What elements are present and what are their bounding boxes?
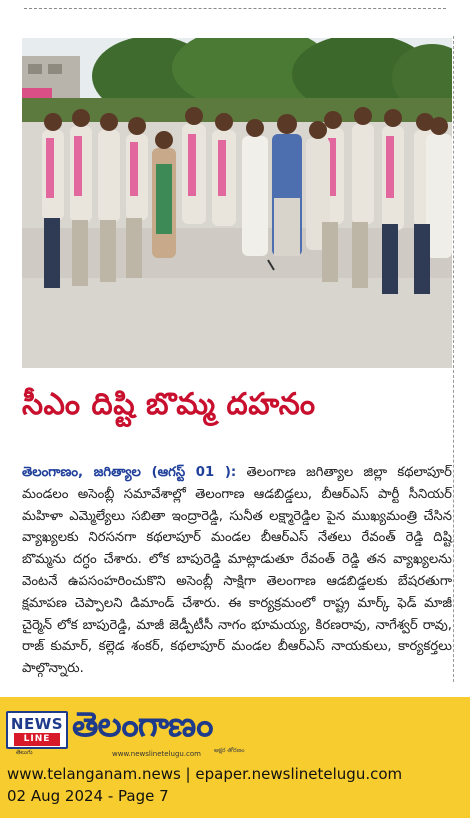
logo-subtitle: తెలుగు	[16, 749, 33, 756]
logo-line-text: LINE	[14, 733, 60, 746]
article-dateline: తెలంగాణం, జగిత్యాల (ఆగస్ట్ 01 ):	[22, 465, 237, 480]
article-headline: సీఎం దిష్టి బొమ్మ దహనం	[22, 387, 316, 422]
group-photo-illustration	[22, 38, 452, 368]
logo-news-text: NEWS	[10, 715, 64, 733]
footer-date-page: 02 Aug 2024 - Page 7	[7, 787, 169, 805]
publication-footer	[0, 697, 470, 818]
news-article	[14, 30, 458, 682]
footer-urls: www.telanganam.news | epaper.newslinetelugu.com	[7, 765, 403, 783]
brand-tagline: అక్షర తోరణం	[214, 747, 245, 754]
brand-name: తెలంగాణం	[72, 705, 213, 745]
article-photo	[22, 38, 452, 368]
top-divider	[24, 8, 446, 9]
brand-website: www.newslinetelugu.com	[112, 750, 201, 758]
article-body	[22, 462, 452, 680]
article-body-text: తెలంగాణ జగిత్యాల జిల్లా కథలాపూర్ మండలం అసెంబ్లీ సమావేశాల్లో తెలంగాణ ఆడబిడ్డలు, బీఆర్ఎస్ పార్టీ సీనియర్ మహిళా ఎమ్మెల్యేలు సబితా ఇంద్రారెడ్డి, సునీత లక్ష్మారెడ్డిల పైన ముఖ్యమంత్రి చేసిన వ్యాఖ్యలకు నిరసనగా కథలాపూర్ మండల బీఆర్ఎస్ నేతలు రేవంత్ రెడ్డి దిష్టి బొమ్మను దగ్ధం చేశారు. లోక బాపురెడ్డి మాట్లాడుతూ రేవంత్ రెడ్డి తన వ్యాఖ్యలను వెంటనే ఉపసంహరించుకొని అసెంబ్లీ సాక్షిగా తెలంగాణ ఆడబిడ్డలకు బేషరతుగా క్షమాపణ చెప్పాలని డిమాండ్ చేశారు. ఈ కార్యక్రమంలో రాష్ట్ర మార్క్ ఫెడ్ మాజీ చైర్మెన్ లోక బాపురెడ్డి, మాజీ జెడ్పీటీసీ నాగం భూమయ్య, కిరణరావు, నాగేశ్వర్ రావు, రాజ్ కుమార్, కల్లెడ శంకర్, కథలాపూర్ మండల బీఆర్ఎస్ నాయకులు, కార్యకర్తలు పాల్గొన్నారు.	[22, 465, 452, 677]
newsline-logo	[6, 711, 68, 749]
